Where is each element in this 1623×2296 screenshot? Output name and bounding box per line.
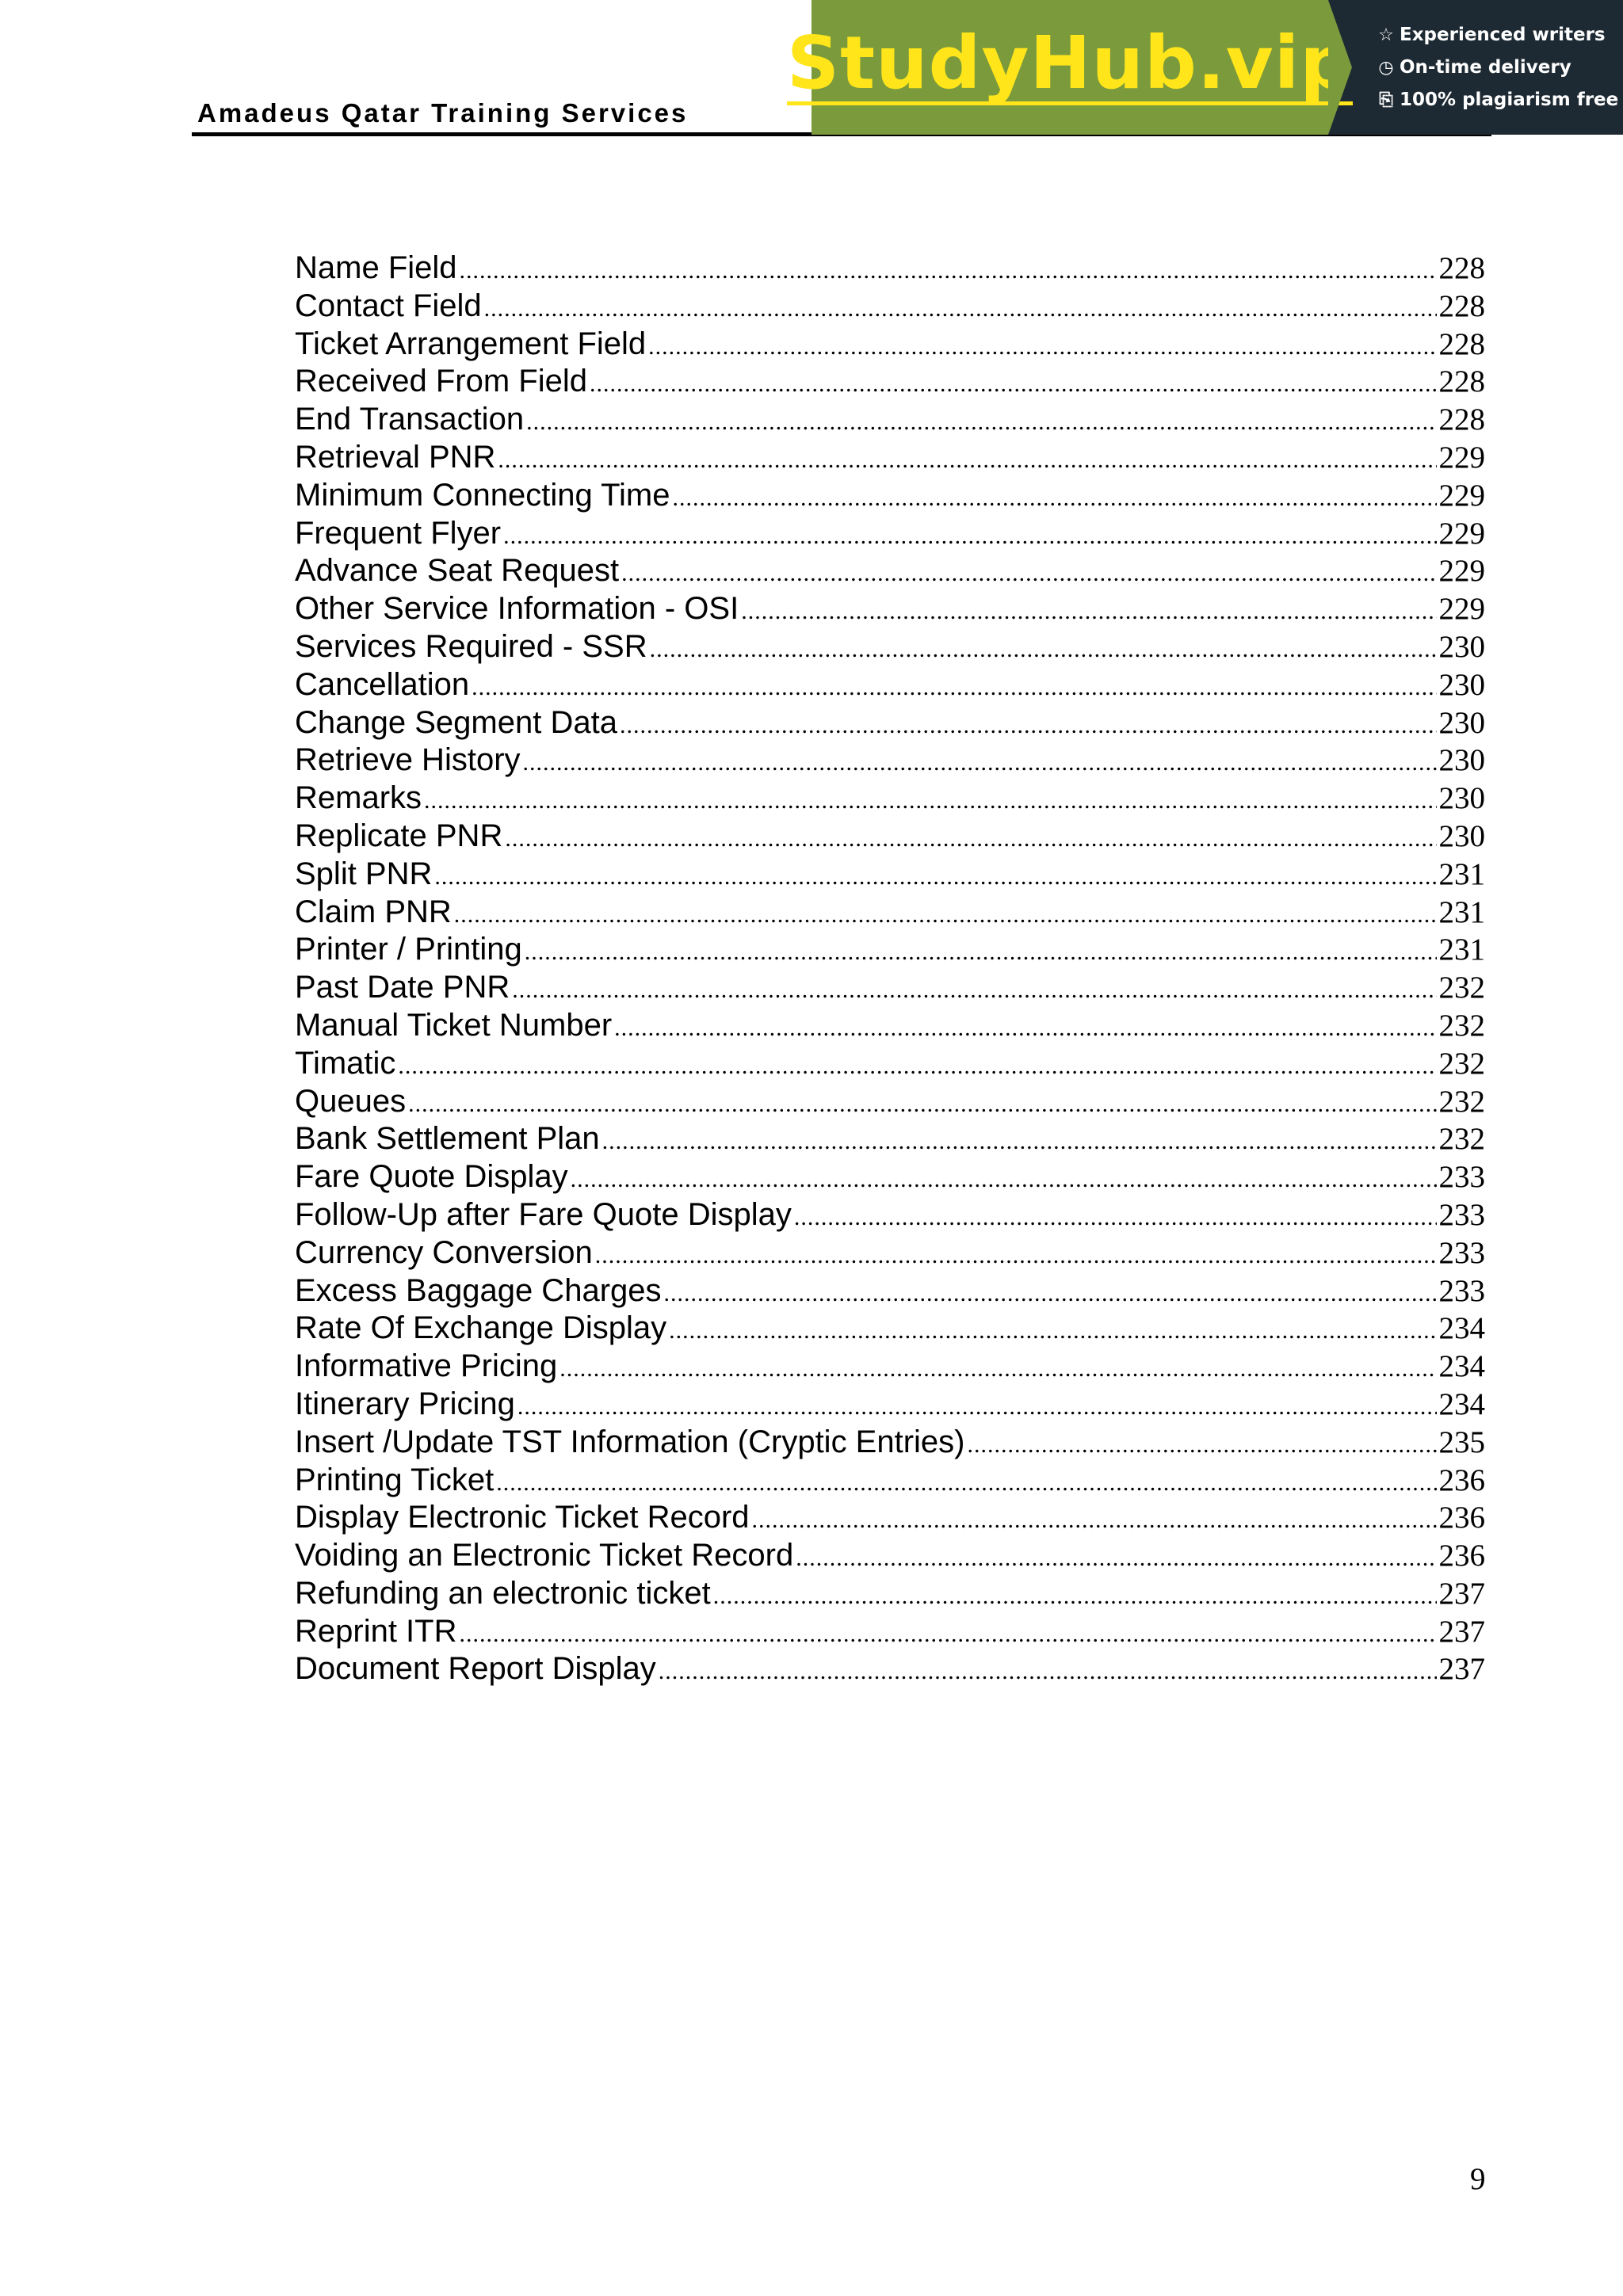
toc-entry-page: 229 [1438,592,1485,627]
feature-plagiarism-free [1377,84,1623,116]
toc-dot-leader [650,636,1437,663]
toc-entry[interactable] [295,516,1485,554]
toc-entry-title: Voiding an Electronic Ticket Record [295,1538,794,1573]
studyhub-banner[interactable] [786,0,1623,135]
toc-dot-leader [408,1091,1436,1118]
toc-dot-leader [968,1432,1437,1459]
toc-entry-title: Other Service Information - OSI [295,591,739,627]
toc-entry-page: 237 [1438,1576,1485,1611]
toc-entry[interactable] [295,856,1485,894]
toc-entry-page: 230 [1438,743,1485,778]
toc-entry-page: 230 [1438,629,1485,664]
toc-dot-leader [424,788,1436,814]
toc-entry[interactable] [295,1651,1485,1689]
toc-entry-page: 229 [1438,554,1485,589]
toc-entry[interactable] [295,1386,1485,1425]
feature-label: On-time delivery [1400,56,1571,78]
toc-entry[interactable] [295,591,1485,629]
toc-entry[interactable] [295,1273,1485,1311]
toc-entry[interactable] [295,1008,1485,1046]
toc-entry-page: 231 [1438,856,1485,891]
feature-on-time-delivery [1377,51,1623,84]
toc-dot-leader [559,1356,1436,1383]
toc-entry-title: Excess Baggage Charges [295,1272,662,1308]
toc-dot-leader [496,1470,1436,1497]
toc-dot-leader [460,1621,1437,1648]
toc-entry[interactable] [295,1614,1485,1652]
toc-dot-leader [648,334,1436,360]
toc-dot-leader [525,939,1437,966]
toc-entry-title: Advance Seat Request [295,553,620,589]
toc-entry[interactable] [295,932,1485,970]
banner-brand-panel [786,0,1354,135]
toc-entry[interactable] [295,1348,1485,1386]
toc-entry-title: Frequent Flyer [295,515,502,551]
toc-entry-page: 233 [1438,1273,1485,1308]
toc-dot-leader [664,1280,1437,1307]
toc-entry-page: 230 [1438,781,1485,816]
toc-entry[interactable] [295,1084,1485,1122]
toc-entry[interactable] [295,402,1485,440]
toc-dot-leader [398,1053,1436,1080]
toc-entry[interactable] [295,1425,1485,1463]
toc-entry-title: Follow-Up after Fare Quote Display [295,1196,792,1232]
toc-entry-page: 228 [1438,364,1485,399]
toc-entry-title: Insert /Update TST Information (Cryptic Entries) [295,1424,965,1459]
toc-entry[interactable] [295,440,1485,478]
toc-entry-title: Cancellation [295,666,470,702]
toc-entry-title: End Transaction [295,402,525,437]
toc-entry[interactable] [295,780,1485,818]
toc-entry[interactable] [295,1046,1485,1084]
toc-entry-title: Printer / Printing [295,932,522,967]
toc-entry[interactable] [295,1310,1485,1348]
toc-entry-title: Manual Ticket Number [295,1007,613,1043]
toc-dot-leader [590,371,1436,398]
toc-entry-page: 233 [1438,1160,1485,1195]
toc-dot-leader [602,1128,1437,1155]
toc-entry[interactable] [295,742,1485,780]
toc-dot-leader [713,1583,1437,1610]
toc-dot-leader [595,1242,1437,1269]
toc-entry[interactable] [295,1538,1485,1576]
toc-entry-page: 233 [1438,1235,1485,1270]
toc-entry-page: 231 [1438,933,1485,967]
toc-entry-title: Timatic [295,1045,396,1081]
toc-dot-leader [659,1658,1437,1685]
toc-dot-leader [512,977,1436,1004]
toc-entry-title: Retrieve History [295,742,521,778]
toc-dot-leader [498,447,1436,474]
running-header: Amadeus Qatar Training Services [197,98,689,128]
toc-dot-leader [505,826,1436,852]
toc-entry-page: 232 [1438,1122,1485,1157]
toc-entry[interactable] [295,667,1485,705]
toc-entry-page: 230 [1438,818,1485,853]
toc-entry-page: 230 [1438,705,1485,740]
toc-entry[interactable] [295,818,1485,856]
toc-entry-page: 237 [1438,1652,1485,1687]
star-icon: ☆ [1378,25,1394,45]
toc-dot-leader [673,485,1437,512]
toc-entry-page: 231 [1438,894,1485,929]
toc-entry-title: Change Segment Data [295,704,617,740]
toc-entry-page: 229 [1438,478,1485,513]
toc-dot-leader [796,1545,1436,1572]
toc-entry-page: 234 [1438,1349,1485,1384]
toc-entry-title: Printing Ticket [295,1462,495,1497]
toc-entry[interactable] [295,250,1485,288]
toc-entry-title: Bank Settlement Plan [295,1121,600,1157]
toc-entry[interactable] [295,553,1485,591]
document-check-icon: ⎘ [1379,90,1393,110]
toc-entry[interactable] [295,1235,1485,1273]
toc-entry-title: Split PNR [295,856,433,891]
toc-entry[interactable] [295,1197,1485,1235]
toc-entry-page: 228 [1438,326,1485,361]
toc-dot-leader [503,523,1436,550]
toc-entry-page: 236 [1438,1501,1485,1535]
studyhub-logo: StudyHub.vip [786,20,1354,105]
toc-entry-title: Contact Field [295,288,482,323]
toc-dot-leader [460,257,1437,284]
toc-entry[interactable] [295,288,1485,326]
feature-label: Experienced writers [1400,24,1606,45]
toc-entry-page: 234 [1438,1386,1485,1421]
toc-entry[interactable] [295,1463,1485,1501]
banner-arrow-shape [1328,0,1352,135]
toc-dot-leader [794,1204,1437,1231]
toc-dot-leader [484,296,1437,322]
toc-entry[interactable] [295,1159,1485,1197]
toc-entry-title: Claim PNR [295,894,452,929]
toc-entry-title: Display Electronic Ticket Record [295,1500,750,1535]
toc-entry-page: 234 [1438,1311,1485,1346]
toc-entry-title: Received From Field [295,364,588,399]
toc-dot-leader [752,1507,1437,1534]
toc-entry[interactable] [295,705,1485,743]
toc-entry-title: Retrieval PNR [295,439,496,475]
toc-entry-page: 232 [1438,971,1485,1005]
toc-dot-leader [526,409,1436,436]
toc-entry-title: Document Report Display [295,1651,656,1687]
toc-entry-title: Refunding an electronic ticket [295,1575,711,1611]
toc-entry-page: 228 [1438,402,1485,437]
toc-entry-title: Informative Pricing [295,1348,558,1384]
toc-dot-leader [621,560,1436,587]
toc-entry-page: 229 [1438,440,1485,475]
toc-entry-title: Queues [295,1083,407,1119]
feature-experienced-writers [1377,19,1623,51]
toc-entry-page: 232 [1438,1008,1485,1043]
toc-entry-title: Minimum Connecting Time [295,477,670,513]
toc-entry[interactable] [295,894,1485,933]
toc-entry-page: 236 [1438,1463,1485,1497]
toc-entry-page: 230 [1438,667,1485,702]
toc-entry-title: Currency Conversion [295,1234,593,1270]
banner-features-panel [1328,0,1623,135]
toc-entry[interactable] [295,1500,1485,1538]
toc-entry-title: Rate Of Exchange Display [295,1310,667,1346]
toc-entry-title: Name Field [295,250,457,285]
toc-entry-title: Past Date PNR [295,970,510,1005]
toc-entry[interactable] [295,478,1485,516]
toc-dot-leader [434,864,1436,891]
feature-label: 100% plagiarism free [1400,89,1619,110]
toc-entry[interactable] [295,326,1485,364]
toc-dot-leader [523,749,1437,776]
toc-entry-title: Ticket Arrangement Field [295,326,647,361]
toc-dot-leader [669,1318,1436,1344]
toc-entry-page: 232 [1438,1046,1485,1081]
toc-dot-leader [571,1166,1437,1193]
page-number: 9 [1470,2162,1486,2196]
toc-dot-leader [472,674,1436,701]
toc-entry-page: 228 [1438,288,1485,323]
toc-dot-leader [620,712,1437,739]
toc-dot-leader [517,1394,1437,1421]
toc-dot-leader [454,902,1437,929]
table-of-contents [295,250,1485,1689]
toc-entry[interactable] [295,970,1485,1008]
toc-entry-page: 233 [1438,1197,1485,1232]
toc-entry-page: 236 [1438,1539,1485,1573]
toc-entry-title: Remarks [295,780,422,816]
toc-dot-leader [614,1015,1436,1042]
toc-entry-page: 229 [1438,516,1485,551]
toc-entry-page: 235 [1438,1425,1485,1459]
toc-entry-page: 228 [1438,251,1485,285]
toc-entry-page: 232 [1438,1084,1485,1119]
toc-entry[interactable] [295,364,1485,402]
toc-entry-title: Fare Quote Display [295,1159,568,1195]
toc-entry-page: 237 [1438,1614,1485,1649]
toc-entry-title: Reprint ITR [295,1613,457,1649]
toc-entry-title: Replicate PNR [295,818,503,853]
toc-entry[interactable] [295,1121,1485,1159]
toc-dot-leader [741,598,1436,625]
toc-entry[interactable] [295,629,1485,667]
toc-entry[interactable] [295,1576,1485,1614]
toc-entry-title: Itinerary Pricing [295,1386,515,1421]
toc-entry-title: Services Required - SSR [295,628,647,664]
clock-icon: ◷ [1378,57,1394,78]
